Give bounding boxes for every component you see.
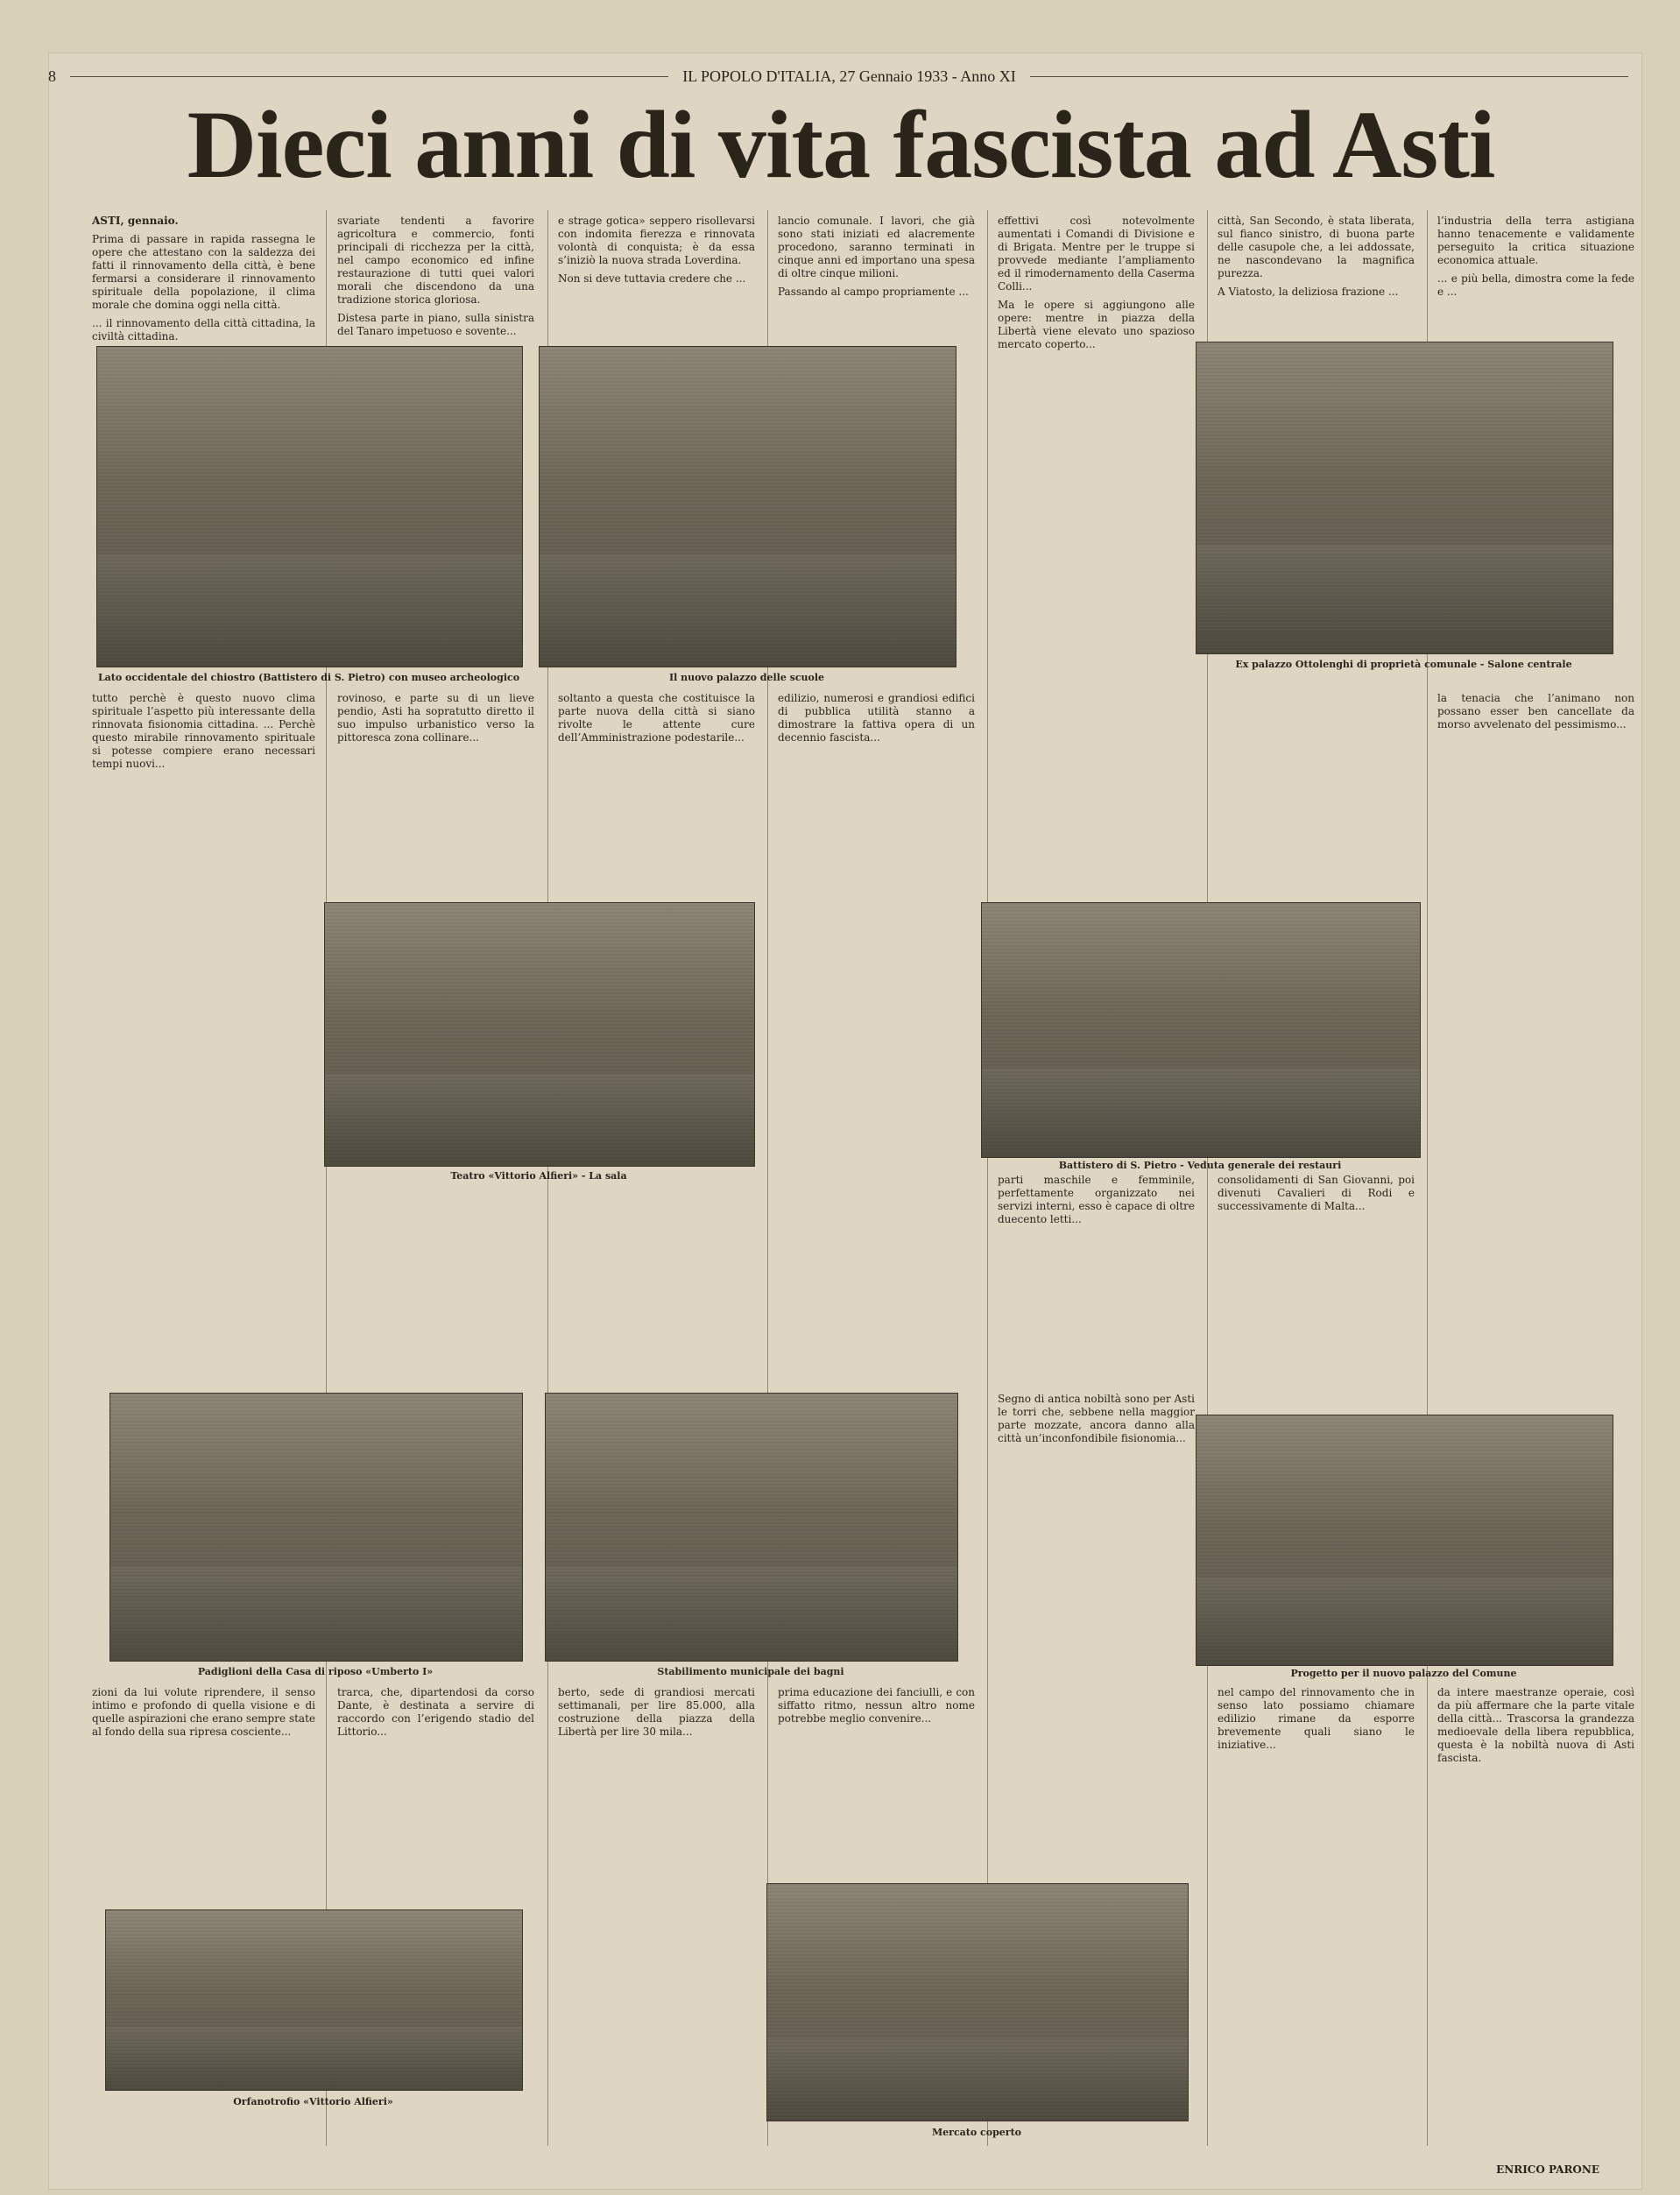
paragraph: ... e più bella, dimostra come la fede e ...	[1437, 272, 1634, 298]
page-header	[48, 65, 1642, 88]
author-signature: ENRICO PARONE	[1496, 2163, 1599, 2176]
photo-orfanotrofio	[105, 1909, 523, 2091]
paragraph: la tenacia che l’animano non possano esser ben cancellate da morso avvelenato del pessimismo...	[1437, 692, 1634, 730]
caption-teatro-alfieri: Teatro «Vittorio Alfieri» - La sala	[450, 1170, 627, 1182]
caption-battistero: Battistero di S. Pietro - Veduta generale dei restauri	[1058, 1160, 1342, 1171]
paragraph: nel campo del rinnovamento che in senso lato possiamo chiamare edilizio rimane da esporre brevemente quali siano le iniziative...	[1218, 1686, 1415, 1751]
caption-casa-riposo: Padiglioni della Casa di riposo «Umberto I»	[197, 1666, 434, 1677]
article-title: Dieci anni di vita fascista ad Asti	[187, 91, 1495, 198]
paragraph: ... il rinnovamento della città cittadina, la civiltà cittadina.	[92, 317, 315, 342]
photo-palazzo-scuole	[539, 346, 956, 667]
article-column-1-top	[92, 215, 315, 349]
article-column-2-mid	[337, 692, 534, 885]
caption-palazzo-scuole: Il nuovo palazzo delle scuole	[668, 672, 825, 683]
article-column-7-top	[1437, 215, 1634, 304]
photo-battistero	[981, 902, 1421, 1158]
dateline: ASTI, gennaio.	[92, 215, 179, 227]
paragraph: soltanto a questa che costituisce la parte nuova della città si siano rivolte le attente cure dell’Amministrazione podestarile...	[558, 692, 755, 744]
article-column-2-low	[337, 1686, 534, 1844]
article-column-4-top	[778, 215, 975, 304]
paragraph: parti maschile e femminile, perfettamente organizzato nei servizi interni, esso è capace di oltre duecento letti...	[998, 1174, 1195, 1225]
paragraph: trarca, che, dipartendosi da corso Dante, è destinata a servire di raccordo con l’erigendo stadio del Littorio...	[337, 1686, 534, 1738]
article-column-7-mid	[1437, 692, 1634, 1384]
paragraph: Segno di antica nobiltà sono per Asti le torri che, sebbene nella maggior parte mozzate, ancora danno alla città un’inconfondibile fisionomia...	[998, 1393, 1195, 1444]
article-column-3-top	[558, 215, 755, 291]
masthead: IL POPOLO D'ITALIA, 27 Gennaio 1933 - Anno XI	[682, 67, 1016, 85]
header-rule-right	[1030, 76, 1628, 77]
paragraph: l’industria della terra astigiana hanno tenacemente e validamente perseguito la critica situazione economica attuale.	[1437, 215, 1634, 266]
paragraph: Ma le opere si aggiungono alle opere: mentre in piazza della Libertà viene elevato uno spazioso mercato coperto...	[998, 299, 1195, 350]
paragraph: rovinoso, e parte su di un lieve pendio, Asti ha sopratutto diretto il suo impulso urbanistico verso la pittoresca zona collinare...	[337, 692, 534, 744]
paragraph: città, San Secondo, è stata liberata, sul fianco sinistro, di buona parte delle casupole che, a lei addossate, ne nascondevano la magnifica purezza.	[1218, 215, 1415, 279]
article-column-5-mid	[998, 1174, 1195, 1384]
article-column-1-mid	[92, 692, 315, 1384]
page-number: 8	[48, 67, 56, 85]
paragraph: zioni da lui volute riprendere, il senso intimo e profondo di quella visione e di quelle aspirazioni che erano sempre state al fondo della sua ripresa cosciente...	[92, 1686, 315, 1738]
paragraph: Passando al campo propriamente ...	[778, 286, 969, 298]
paragraph: effettivi così notevolmente aumentati i Comandi di Divisione e di Brigata. Mentre per le truppe si provvede mediante l’ampliamento ed il rimodernamento della Caserma Colli...	[998, 215, 1195, 293]
article-column-3-mid	[558, 692, 755, 885]
article-column-2-top	[337, 215, 534, 343]
article-column-6-top	[1218, 215, 1415, 304]
paragraph: Non si deve tuttavia credere che ...	[558, 272, 746, 285]
header-rule-left	[70, 76, 668, 77]
paragraph: lancio comunale. I lavori, che già sono stati iniziati ed alacremente procedono, saranno terminati in cinque anni ed importano una spesa di oltre cinque milioni.	[778, 215, 975, 279]
photo-bagni	[545, 1393, 958, 1662]
article-column-4-mid	[778, 692, 975, 1384]
caption-palazzo-ottolenghi: Ex palazzo Ottolenghi di proprietà comunale - Salone centrale	[1235, 659, 1572, 670]
caption-chiostro: Lato occidentale del chiostro (Battistero di S. Pietro) con museo archeologico	[97, 672, 520, 683]
article-column-1-low	[92, 1686, 315, 1844]
caption-mercato-coperto: Mercato coperto	[932, 2127, 1021, 2138]
paragraph: tutto perchè è questo nuovo clima spirituale l’aspetto più interessante della rinnovata fisionomia cittadina. ... Perchè questo mirabile rinnovamento spirituale si potesse compiere erano necessari tempi nuovi...	[92, 692, 315, 770]
paragraph: A Viatosto, la deliziosa frazione ...	[1218, 286, 1399, 298]
paragraph: Distesa parte in piano, sulla sinistra del Tanaro impetuoso e sovente...	[337, 312, 534, 337]
paragraph: Prima di passare in rapida rassegna le opere che attestano con la saldezza dei fatti il rinnovamento della città, è bene fermarsi a considerare il rinnovamento spirituale della popolazione, il clima morale che domina oggi nella città.	[92, 233, 315, 311]
photo-palazzo-comune	[1196, 1415, 1613, 1666]
paragraph: e strage gotica» seppero risollevarsi con indomita fierezza e rinnovata volontà di conquista; è da essa s’iniziò la nuova strada Loverdina.	[558, 215, 755, 266]
photo-chiostro	[96, 346, 523, 667]
paragraph: consolidamenti di San Giovanni, poi divenuti Cavalieri di Rodi e successivamente di Malta...	[1218, 1174, 1415, 1212]
paragraph: berto, sede di grandiosi mercati settimanali, per lire 85.000, alla costruzione della piazza della Libertà per lire 30 mila...	[558, 1686, 755, 1738]
article-column-5-top	[998, 215, 1195, 356]
photo-mercato-coperto	[766, 1883, 1189, 2121]
photo-teatro-alfieri	[324, 902, 755, 1167]
paragraph: prima educazione dei fanciulli, e con siffatto ritmo, nessun altro nome potrebbe meglio convenire...	[778, 1686, 975, 1725]
photo-palazzo-ottolenghi	[1196, 342, 1613, 654]
photo-casa-riposo	[109, 1393, 523, 1662]
paragraph: svariate tendenti a favorire agricoltura e commercio, fonti principali di ricchezza per la città, nel campo economico ed infine restaurazione di tutti quei valori morali che discendono da una tradizione storica gloriosa.	[337, 215, 534, 306]
caption-palazzo-comune: Progetto per il nuovo palazzo del Comune	[1290, 1668, 1517, 1679]
column-rule	[987, 210, 988, 2146]
article-column-6-low	[1218, 1686, 1415, 2142]
paragraph: edilizio, numerosi e grandiosi edifici di pubblica utilità stanno a dimostrare la fattiva opera di un decennio fascista...	[778, 692, 975, 744]
caption-orfanotrofio: Orfanotrofio «Vittorio Alfieri»	[233, 2096, 393, 2107]
article-column-3-low	[558, 1686, 755, 2142]
article-column-4-low	[778, 1686, 975, 1870]
caption-bagni: Stabilimento municipale dei bagni	[657, 1666, 844, 1677]
paragraph: da intere maestranze operaie, così da più affermare che la parte vitale della città... Trascorsa la grandezza medioevale della libera repubblica, questa è la nobiltà nuova di Asti fascista.	[1437, 1686, 1634, 1764]
article-column-7-low	[1437, 1686, 1634, 2159]
article-column-6-mid	[1218, 1174, 1415, 1384]
